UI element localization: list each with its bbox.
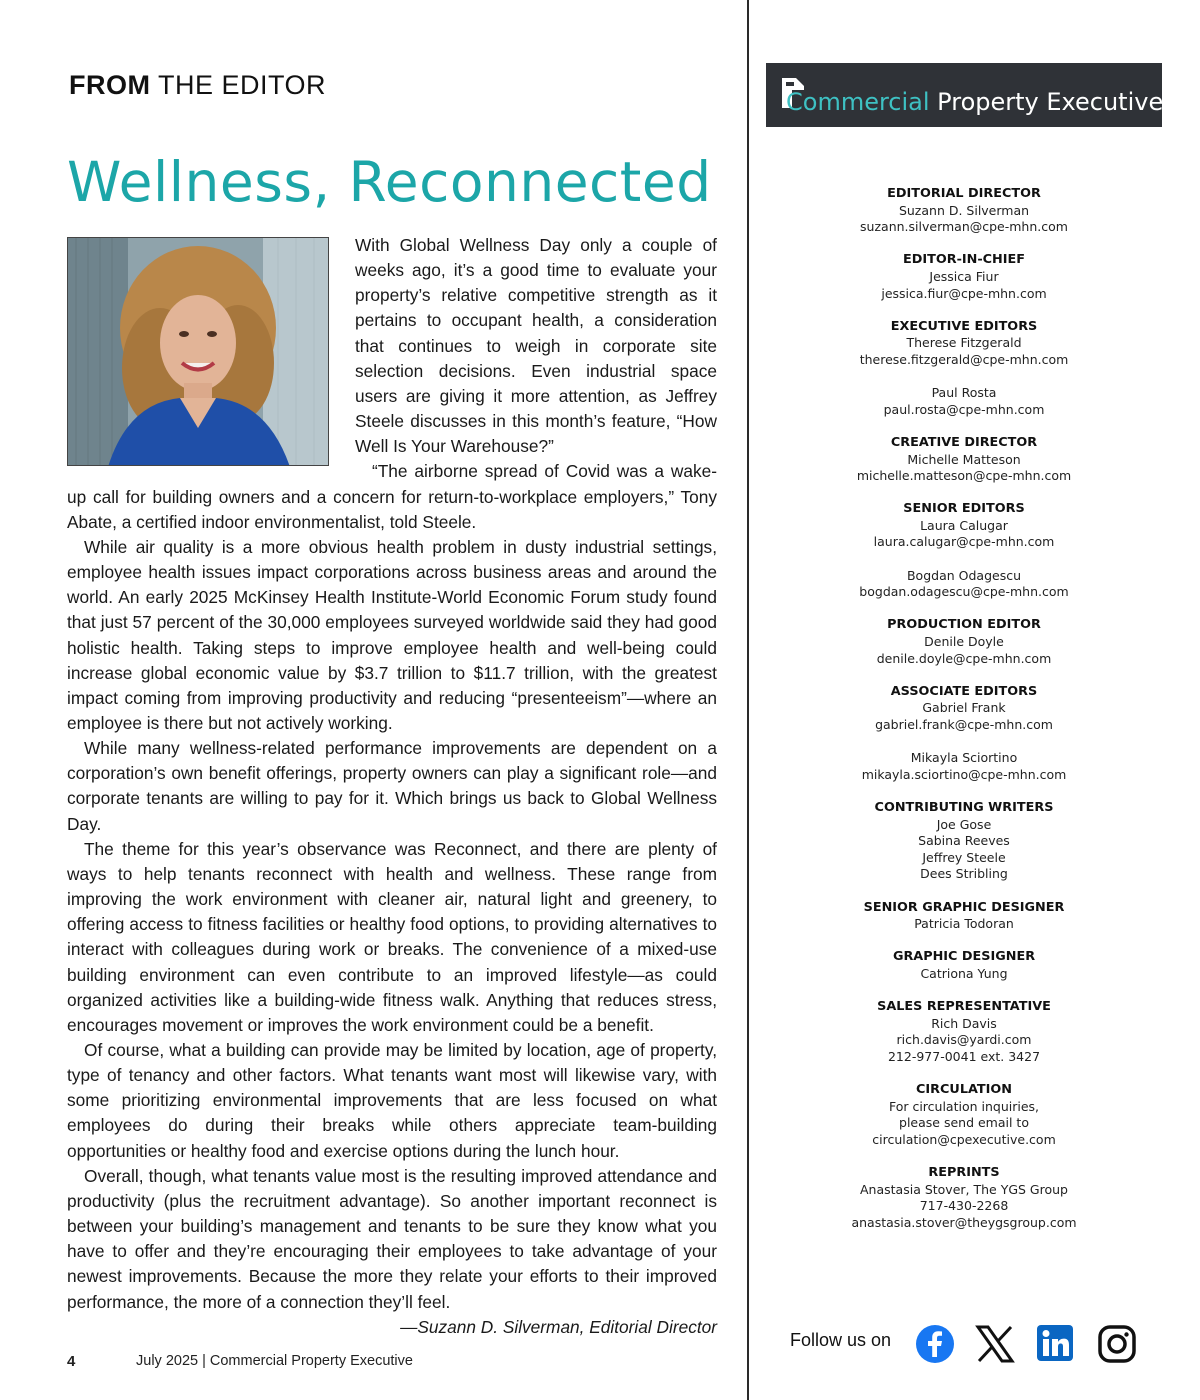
masthead-line: Laura Calugar [920,517,1008,533]
masthead-line: Suzann D. Silverman [898,202,1030,218]
issue-line: July 2025 | Commercial Property Executive [136,1353,413,1369]
masthead-section [784,385,1144,418]
column-divider [747,0,749,1400]
masthead-line: bogdan.odagescu@cpe-mhn.com [859,584,1069,600]
masthead-section [784,252,1144,302]
masthead-section [784,1082,1144,1148]
article-title: Wellness, Reconnected [67,150,712,214]
page-footer [67,1353,413,1370]
article-signature: —Suzann D. Silverman, Editorial Director [400,1316,717,1337]
follow-us-label: Follow us on [790,1330,892,1350]
masthead-line: Gabriel Frank [922,700,1006,716]
masthead-line: Sabina Reeves [918,833,1010,849]
masthead-line: mikayla.sciortino@cpe-mhn.com [861,766,1067,782]
masthead-line: Dees Stribling [920,866,1008,882]
masthead-section [784,999,1144,1065]
article-paragraph: Overall, though, what tenants value most is the resulting improved attendance and productivity (plus the recruitment advantage). So another important reconnect is between your building’s management and tenants to be sure they know what you have to offer and they’re encouraging their employees to take advantage of your newest improvements. Because the more they relate your efforts to their improved performance, the more of a connection they’ll feel. [67,1165,717,1312]
masthead-section [784,501,1144,551]
masthead-section [784,949,1144,982]
masthead-line: gabriel.frank@cpe-mhn.com [875,717,1053,732]
masthead-line: Mikayla Sciortino [910,750,1018,766]
instagram-icon[interactable] [1097,1324,1137,1364]
linkedin-icon[interactable] [1036,1324,1076,1364]
masthead-heading: EXECUTIVE EDITORS [890,318,1038,334]
masthead-heading: SENIOR GRAPHIC DESIGNER [863,899,1065,915]
masthead-section [784,186,1144,236]
masthead-line: please send email to [899,1115,1029,1131]
masthead-section [784,800,1144,883]
masthead-heading: CREATIVE DIRECTOR [890,434,1038,450]
logo-text-commercial: Commercial [786,88,930,116]
facebook-icon[interactable] [915,1324,955,1364]
article-paragraph: With Global Wellness Day only a couple of weeks ago, it’s a good time to evaluate your property’s relative competitive strength as it pertains to occupant health, a consideration that continues to weigh in corporate site selection decisions. Even industrial space users are giving it more attention, as Jeffrey Steele discusses in this month’s feature, “How Well Is Your Warehouse?” [355,235,717,457]
masthead-line: rich.davis@yardi.com [896,1032,1032,1048]
masthead-line: Michelle Matteson [907,451,1021,467]
masthead-line: therese.fitzgerald@cpe-mhn.com [859,351,1069,367]
page-number: 4 [67,1353,76,1370]
masthead-line: denile.doyle@cpe-mhn.com [876,650,1052,666]
logo-text-property-executive: Property Executive [929,88,1164,116]
masthead-section [784,1165,1144,1231]
masthead-section [784,435,1144,485]
article-paragraph: While many wellness-related performance improvements are dependent on a corporation’s own benefit offerings, property owners can play a significant role—and corporate tenants are willing to pay for it. Which brings us back to Global Wellness Day. [67,738,717,834]
article-paragraph: The theme for this year’s observance was Reconnect, and there are plenty of ways to help tenants reconnect with health and wellness. These range from improving the work environment with cleaner air, natural light and greenery, to offering access to fitness facilities or healthy food options, to providing alternatives to interact with colleagues during work or breaks. The convenience of a mixed-use building environment can even contribute to an improved lifestyle—as could organized activities like a building-wide fitness walk. Anything that reduces stress, encourages movement or improves the work environment could be a benefit. [67,838,717,1035]
masthead-line: 717-430-2268 [919,1198,1009,1214]
masthead-heading: REPRINTS [928,1165,1000,1181]
masthead [784,186,1144,1248]
masthead-line: Paul Rosta [931,385,997,401]
masthead-section [784,319,1144,369]
article-body [67,233,717,1340]
masthead-heading: CONTRIBUTING WRITERS [874,799,1054,815]
article-paragraph: “The airborne spread of Covid was a wake-up call for building owners and a concern for return-to-workplace employers,” Tony Abate, a certified indoor environmentalist, told Steele. [67,461,717,532]
masthead-section [784,568,1144,601]
masthead-line: suzann.silverman@cpe-mhn.com [860,219,1068,235]
masthead-line: Therese Fitzgerald [906,335,1022,351]
x-icon[interactable] [975,1324,1015,1364]
section-kicker [69,70,326,101]
masthead-line: Jeffrey Steele [922,849,1006,865]
masthead-section [784,900,1144,933]
masthead-line: Anastasia Stover, The YGS Group [860,1181,1068,1197]
masthead-section [784,684,1144,734]
masthead-line: Catriona Yung [920,965,1008,981]
masthead-line: Bogdan Odagescu [906,567,1021,583]
masthead-line: Jessica Fiur [929,268,999,284]
masthead-line: michelle.matteson@cpe-mhn.com [856,468,1072,484]
masthead-heading: PRODUCTION EDITOR [887,617,1041,633]
masthead-heading: ASSOCIATE EDITORS [890,683,1038,699]
publication-logo [766,63,1162,127]
masthead-line: Patricia Todoran [914,916,1014,932]
masthead-line: For circulation inquiries, [888,1098,1040,1114]
article-paragraph: While air quality is a more obvious health problem in dusty industrial settings, employee health issues impact corporations across business areas and around the world. An early 2025 McKinsey Health Institute-World Economic Forum study found that just 57 percent of the 30,000 employees surveyed worldwide said they had good holistic health. Taking steps to improve employee health and well-being could increase global economic value by $3.7 trillion to $11.7 trillion, with the greatest impact coming from improving productivity and reducing “presenteeism”—where an employee is there but not actively working. [67,536,717,733]
masthead-heading: GRAPHIC DESIGNER [892,949,1036,965]
masthead-line: 212-977-0041 ext. 3427 [887,1048,1041,1064]
kicker-rest: THE EDITOR [150,70,327,100]
masthead-heading: SENIOR EDITORS [903,501,1025,517]
masthead-line: anastasia.stover@theygsgroup.com [851,1214,1077,1230]
masthead-line: Denile Doyle [924,634,1004,650]
masthead-heading: CIRCULATION [916,1082,1012,1098]
masthead-section [784,617,1144,667]
photo-spacer [67,233,355,466]
masthead-line: laura.calugar@cpe-mhn.com [873,534,1055,550]
kicker-bold: FROM [69,70,151,100]
article-paragraph: Of course, what a building can provide may be limited by location, age of property, type of tenancy and other factors. What tenants want most will likewise vary, with some prioritizing environmental improvements that are less focused on what employees do during their breaks while others appreciate team-building opportunities or healthy food and exercise options during the lunch hour. [67,1040,717,1161]
masthead-line: Joe Gose [936,816,992,832]
masthead-heading: SALES REPRESENTATIVE [877,999,1051,1015]
masthead-heading: EDITOR-IN-CHIEF [902,252,1026,268]
masthead-line: jessica.fiur@cpe-mhn.com [881,285,1047,301]
masthead-heading: EDITORIAL DIRECTOR [887,186,1041,201]
masthead-line: circulation@cpexecutive.com [872,1131,1056,1147]
masthead-line: paul.rosta@cpe-mhn.com [883,401,1045,417]
masthead-line: Rich Davis [931,1015,997,1031]
masthead-section [784,750,1144,783]
